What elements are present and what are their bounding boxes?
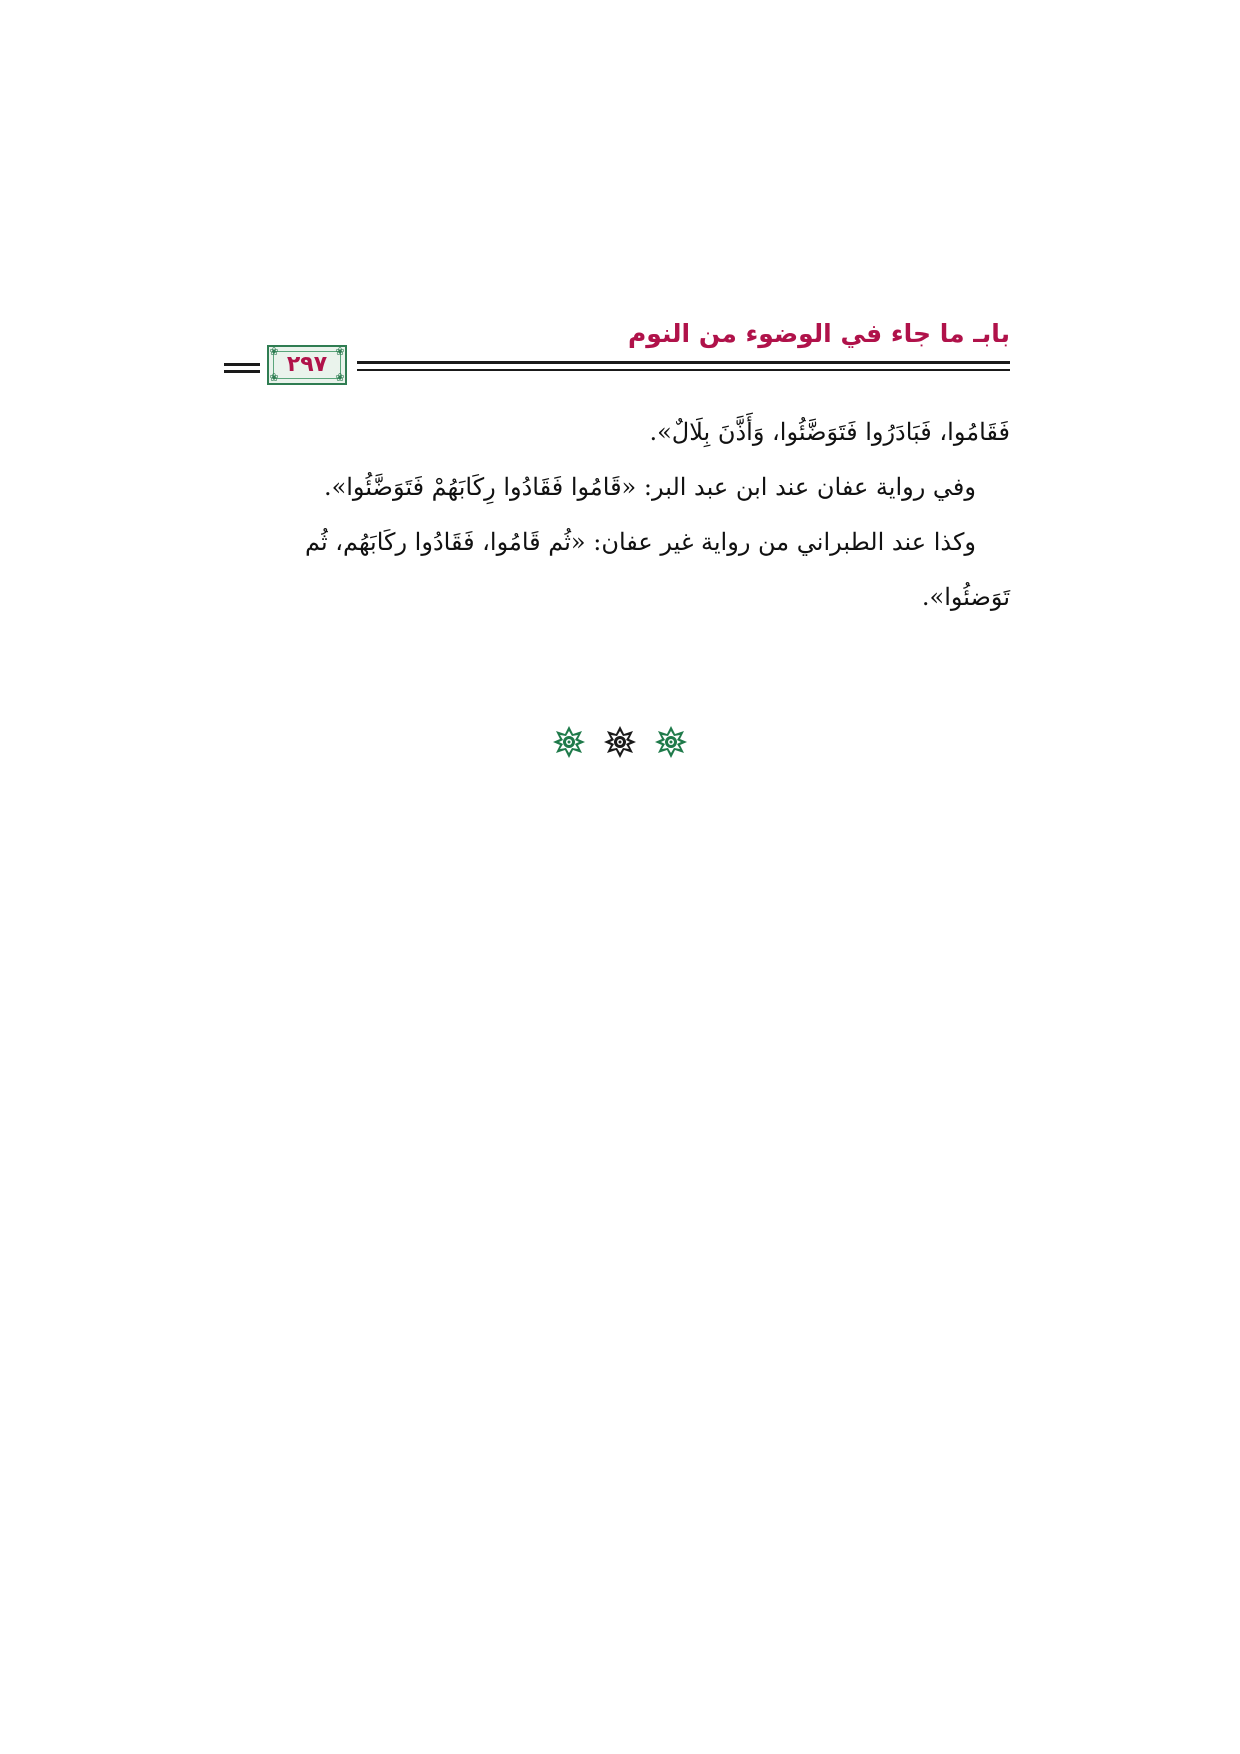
green-star-ornament-icon [552, 725, 586, 759]
green-star-ornament-icon [654, 725, 688, 759]
chapter-title: بابـ ما جاء في الوضوء من النوم [627, 319, 1010, 348]
frame-corner-ornament-icon: ❀ [335, 371, 345, 384]
header-rule-left-top [224, 363, 260, 366]
paragraph: وفي رواية عفان عند ابن عبد البر: «قَامُوا فَقَادُوا رِكَابَهُمْ فَتَوَضَّئُوا». [323, 473, 976, 501]
frame-corner-ornament-icon: ❀ [269, 345, 279, 358]
frame-corner-ornament-icon: ❀ [335, 345, 345, 358]
frame-corner-ornament-icon: ❀ [269, 371, 279, 384]
black-star-ornament-icon [603, 725, 637, 759]
header-rule-right-top [357, 361, 1010, 364]
header-rule-right-bottom [357, 369, 1010, 371]
section-divider [0, 725, 1240, 775]
body-text [224, 405, 1010, 625]
paragraph: فَقَامُوا، فَبَادَرُوا فَتَوَضَّئُوا، وَأَذَّنَ بِلَالٌ». [649, 418, 1010, 446]
page-header [224, 318, 1010, 388]
paragraph: وكذا عند الطبراني من رواية غير عفان: «ثُم قَامُوا، فَقَادُوا ركَابَهُم، ثُم تَوَضئُوا». [304, 528, 1010, 611]
page-number: ٢٩٧ [286, 352, 328, 377]
header-rule-left-bottom [224, 370, 260, 373]
page-number-frame [267, 345, 347, 385]
